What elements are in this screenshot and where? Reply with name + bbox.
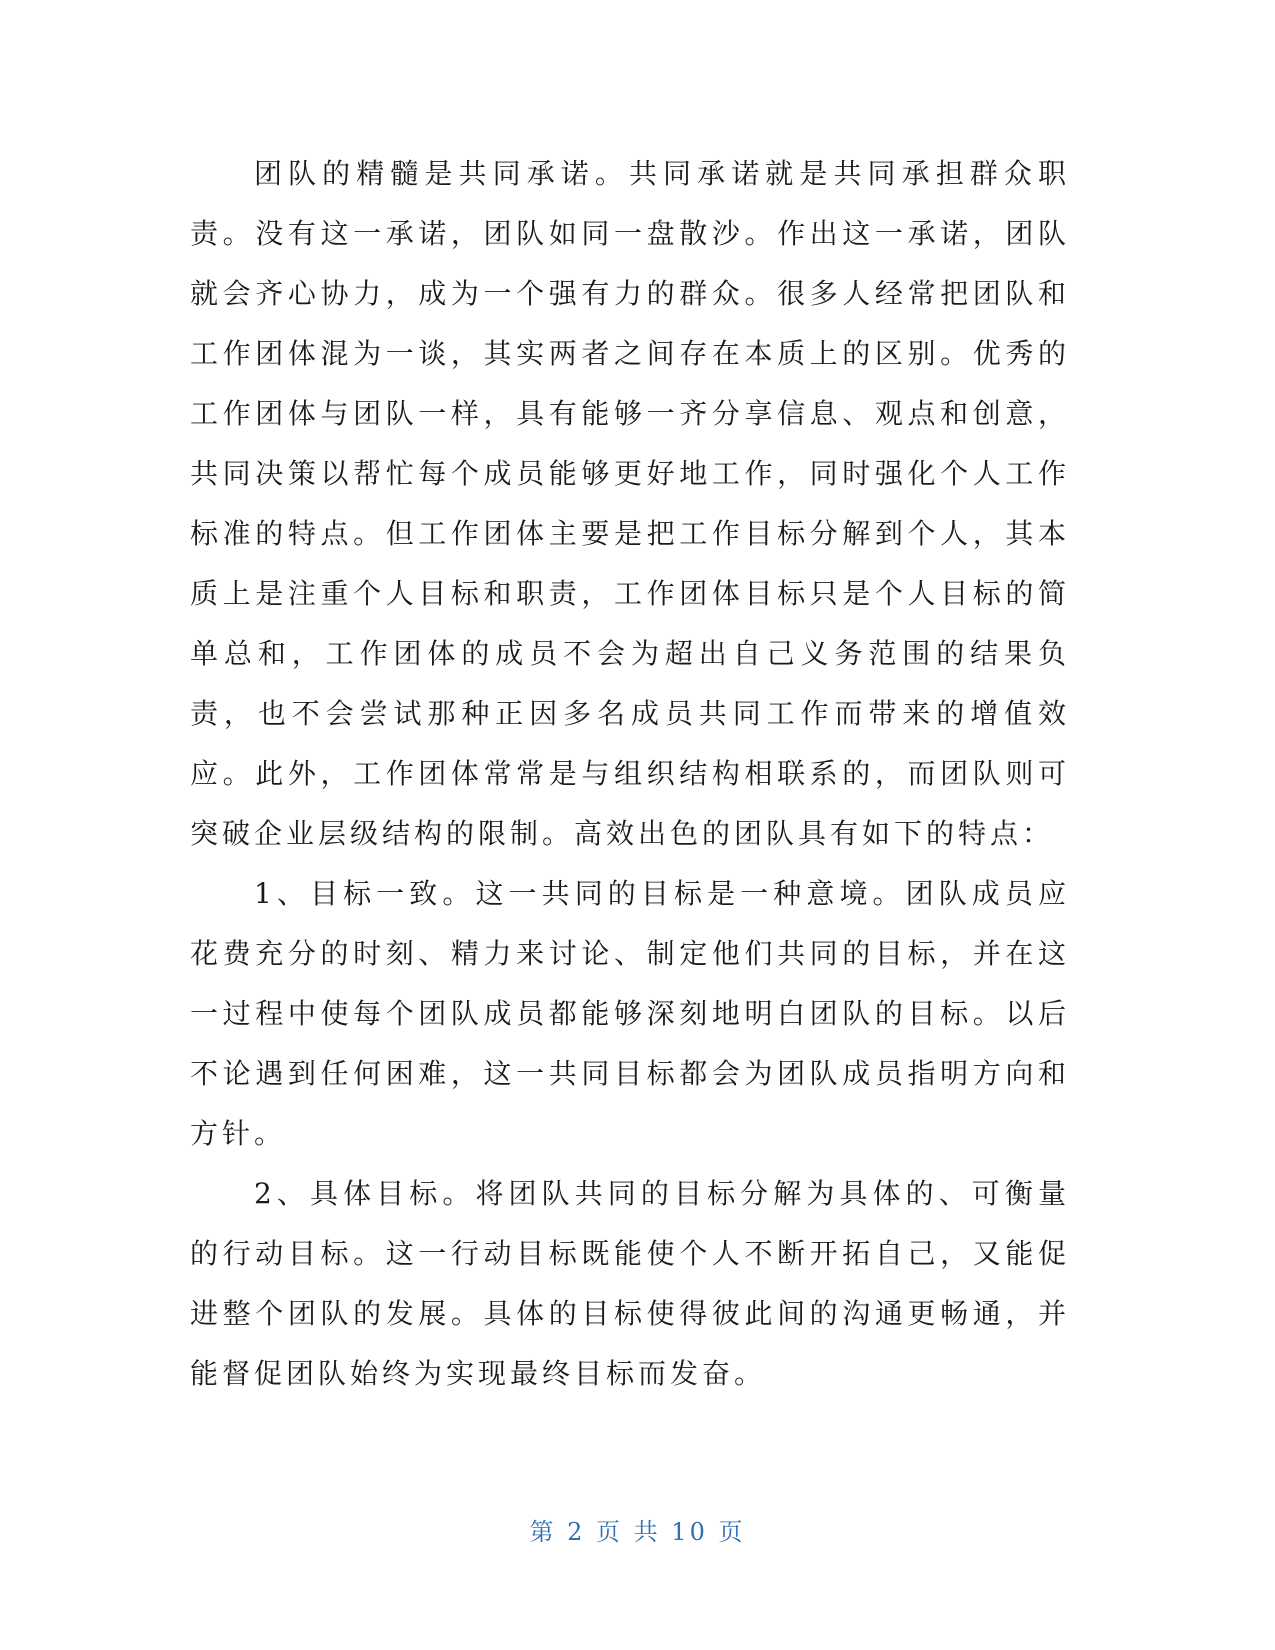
page-footer: 第 2 页 共 10 页 [529,1518,746,1546]
paragraph: 团队的精髓是共同承诺。共同承诺就是共同承担群众职责。没有这一承诺，团队如同一盘散沙。作出这一承诺，团队就会齐心协力，成为一个强有力的群众。很多人经常把团队和工作团体混为一谈，其实两者之间存在本质上的区别。优秀的工作团体与团队一样，具有能够一齐分享信息、观点和创意，共同决策以帮忙每个成员能够更好地工作，同时强化个人工作标准的特点。但工作团体主要是把工作目标分解到个人，其本质上是注重个人目标和职责，工作团体目标只是个人目标的简单总和，工作团体的成员不会为超出自己义务范围的结果负责，也不会尝试那种正因多名成员共同工作而带来的增值效应。此外，工作团体常常是与组织结构相联系的，而团队则可突破企业层级结构的限制。高效出色的团队具有如下的特点： [190,157,1070,850]
document-body [190,144,1070,1404]
paragraph: 1、目标一致。这一共同的目标是一种意境。团队成员应花费充分的时刻、精力来讨论、制定他们共同的目标，并在这一过程中使每个团队成员都能够深刻地明白团队的目标。以后不论遇到任何困难，这一共同目标都会为团队成员指明方向和方针。 [190,877,1070,1150]
paragraph: 2、具体目标。将团队共同的目标分解为具体的、可衡量的行动目标。这一行动目标既能使个人不断开拓自己，又能促进整个团队的发展。具体的目标使得彼此间的沟通更畅通，并能督促团队始终为实现最终目标而发奋。 [190,1177,1070,1390]
